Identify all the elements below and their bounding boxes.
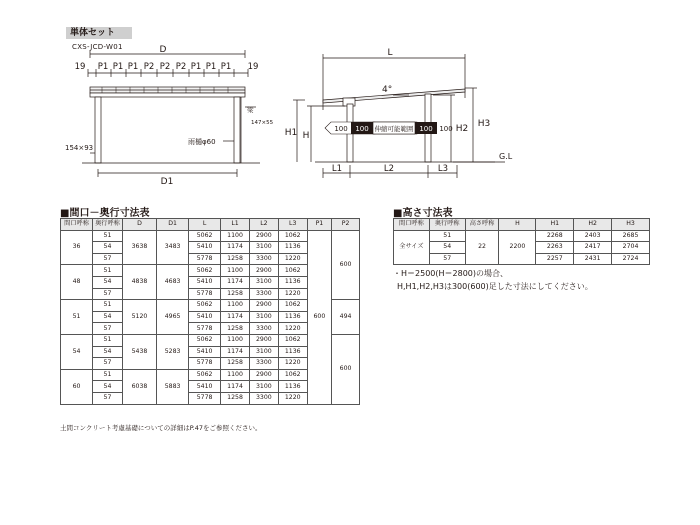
table-cell: 3638 <box>122 230 156 265</box>
table-row <box>61 230 360 242</box>
range-value: 100 <box>439 125 453 133</box>
table-cell: 51 <box>93 265 123 277</box>
table-cell: 1100 <box>221 265 250 277</box>
table2-title: ■高さ寸法表 <box>393 208 453 219</box>
table-cell: 54 <box>93 242 123 254</box>
table-cell: 3100 <box>249 242 278 254</box>
range-value: 100 <box>334 125 348 133</box>
table-cell: 5883 <box>157 369 189 404</box>
dim-d: D <box>159 45 167 55</box>
table-cell: 1174 <box>221 311 250 323</box>
table-cell: 1062 <box>278 334 307 346</box>
dim-l3: L3 <box>437 164 449 174</box>
table-cell: 1136 <box>278 346 307 358</box>
gutter-label: 雨樋φ60 <box>188 138 216 146</box>
table-cell: 1100 <box>221 300 250 312</box>
table-cell: 2200 <box>499 230 536 265</box>
table-cell: 5410 <box>189 276 221 288</box>
dim-h3: H3 <box>477 119 491 129</box>
table-cell: 3100 <box>249 346 278 358</box>
table-cell: 2900 <box>249 230 278 242</box>
table-cell: 5283 <box>157 334 189 369</box>
table-cell: 2900 <box>249 300 278 312</box>
table-cell: 60 <box>61 369 93 404</box>
beam-size: 147×55 <box>251 120 274 126</box>
table-cell: 54 <box>93 311 123 323</box>
table-cell: 1100 <box>221 230 250 242</box>
header-cell: L3 <box>278 219 307 231</box>
table-cell: 3300 <box>249 253 278 265</box>
table-cell: 1062 <box>278 265 307 277</box>
table-cell: 1136 <box>278 381 307 393</box>
table-cell: 57 <box>93 358 123 370</box>
front-diagram <box>60 45 280 185</box>
header-cell: 奥行呼称 <box>93 219 123 231</box>
range-value: 100 <box>419 125 433 133</box>
table-cell: 1220 <box>278 358 307 370</box>
table-cell: 1258 <box>221 253 250 265</box>
dim-l2: L2 <box>383 164 395 174</box>
table-cell: 1220 <box>278 392 307 404</box>
table-cell: 600 <box>332 230 360 300</box>
table-cell: 4838 <box>122 265 156 300</box>
table-cell: 2257 <box>536 253 574 265</box>
table-row <box>394 230 650 242</box>
table-header-row <box>394 219 650 231</box>
header-cell: P2 <box>332 219 360 231</box>
table-cell: 2900 <box>249 369 278 381</box>
table-cell: 5120 <box>122 300 156 335</box>
table-cell: 2417 <box>574 242 612 254</box>
table-cell: 57 <box>93 253 123 265</box>
table-cell: 1136 <box>278 242 307 254</box>
table-header-row <box>61 219 360 231</box>
table-cell: 1136 <box>278 311 307 323</box>
header-cell: 間口呼称 <box>61 219 93 231</box>
table-cell: 全サイズ <box>394 230 430 265</box>
table-cell: 3100 <box>249 311 278 323</box>
header-cell: 間口呼称 <box>394 219 430 231</box>
table-cell: 54 <box>61 334 93 369</box>
table-cell: 2431 <box>574 253 612 265</box>
table-cell: 1220 <box>278 323 307 335</box>
table-cell: 3300 <box>249 288 278 300</box>
dim-h2: H2 <box>455 124 469 134</box>
table-cell: 51 <box>93 369 123 381</box>
table-cell: 1258 <box>221 323 250 335</box>
table-cell: 4683 <box>157 265 189 300</box>
movable-range-label: 伸縮可能範囲 <box>374 125 414 133</box>
side-diagram <box>275 40 525 190</box>
table-cell: 2268 <box>536 230 574 242</box>
header-cell: D1 <box>157 219 189 231</box>
dim-d1: D1 <box>160 177 174 185</box>
model-code: CXS-JCD-W01 <box>72 43 123 51</box>
dim-h1: H1 <box>284 128 298 138</box>
table-cell: 5062 <box>189 300 221 312</box>
header-cell: H1 <box>536 219 574 231</box>
header-cell: H3 <box>612 219 650 231</box>
pitch-label: 19 <box>247 62 259 72</box>
table-cell: 5778 <box>189 288 221 300</box>
table-cell: 5778 <box>189 323 221 335</box>
table-cell: 3483 <box>157 230 189 265</box>
table-cell: 4965 <box>157 300 189 335</box>
table-cell: 5778 <box>189 358 221 370</box>
table-cell: 54 <box>429 242 465 254</box>
pitch-label: P1 <box>205 62 217 72</box>
table-cell: 1062 <box>278 230 307 242</box>
table-cell: 1220 <box>278 253 307 265</box>
table-cell: 2685 <box>612 230 650 242</box>
header-cell: L1 <box>221 219 250 231</box>
table-cell: 1258 <box>221 288 250 300</box>
table-cell: 57 <box>429 253 465 265</box>
set-label: 単体セット <box>66 27 132 39</box>
table-cell: 1174 <box>221 346 250 358</box>
ground-level: G.L <box>499 152 513 161</box>
header-cell: L2 <box>249 219 278 231</box>
table-cell: 57 <box>93 392 123 404</box>
table-cell: 2724 <box>612 253 650 265</box>
table-cell: 1136 <box>278 276 307 288</box>
dimension-table <box>60 218 360 405</box>
height-note-line2: H,H1,H2,H3は300(600)足した寸法にしてください。 <box>397 282 593 291</box>
range-value: 100 <box>355 125 369 133</box>
table-cell: 2403 <box>574 230 612 242</box>
dim-l: L <box>387 48 393 58</box>
header-cell: D <box>122 219 156 231</box>
pitch-label: P1 <box>112 62 124 72</box>
table-cell: 54 <box>93 276 123 288</box>
post-size: 154×93 <box>65 144 94 152</box>
table-cell: 5778 <box>189 253 221 265</box>
table-cell: 3100 <box>249 381 278 393</box>
table-cell: 600 <box>332 334 360 404</box>
table-cell: 1100 <box>221 369 250 381</box>
table-cell: 5410 <box>189 346 221 358</box>
table-cell: 51 <box>93 334 123 346</box>
table-cell: 5062 <box>189 334 221 346</box>
table-cell: 51 <box>93 300 123 312</box>
header-cell: L <box>189 219 221 231</box>
table-cell: 51 <box>429 230 465 242</box>
dim-h: H <box>302 131 310 141</box>
pitch-label: P1 <box>97 62 109 72</box>
table-cell: 5062 <box>189 230 221 242</box>
table-cell: 2900 <box>249 334 278 346</box>
table-cell: 3300 <box>249 323 278 335</box>
header-cell: 高さ呼称 <box>465 219 499 231</box>
table-cell: 5062 <box>189 369 221 381</box>
header-cell: H <box>499 219 536 231</box>
table1-title: ■間口－奥行寸法表 <box>60 208 150 219</box>
header-cell: 奥行呼称 <box>429 219 465 231</box>
table-cell: 1258 <box>221 358 250 370</box>
table-cell: 1258 <box>221 392 250 404</box>
pitch-label: 19 <box>74 62 86 72</box>
table-cell: 1174 <box>221 381 250 393</box>
table-cell: 5778 <box>189 392 221 404</box>
table-cell: 3300 <box>249 358 278 370</box>
beam-label: 梁 <box>247 106 254 114</box>
table-cell: 2263 <box>536 242 574 254</box>
header-cell: H2 <box>574 219 612 231</box>
table-cell: 1174 <box>221 242 250 254</box>
table-cell: 1062 <box>278 369 307 381</box>
roof-angle: 4° <box>382 85 393 95</box>
table-cell: 2704 <box>612 242 650 254</box>
table-cell: 600 <box>307 230 332 404</box>
pitch-label: P1 <box>190 62 202 72</box>
table-cell: 494 <box>332 300 360 335</box>
table-cell: 5410 <box>189 311 221 323</box>
table-cell: 54 <box>93 381 123 393</box>
pitch-label: P2 <box>159 62 171 72</box>
table-cell: 51 <box>61 300 93 335</box>
header-cell: P1 <box>307 219 332 231</box>
height-note-line1: ・H＝2500(H＝2800)の場合、 <box>393 269 508 278</box>
height-table <box>393 218 650 265</box>
table-cell: 3300 <box>249 392 278 404</box>
table-cell: 1062 <box>278 300 307 312</box>
table-cell: 51 <box>93 230 123 242</box>
table-cell: 48 <box>61 265 93 300</box>
table-cell: 5438 <box>122 334 156 369</box>
table-cell: 57 <box>93 288 123 300</box>
table-cell: 2900 <box>249 265 278 277</box>
footnote: 土間コンクリート考慮基礎についての詳細はP.47をご参照ください。 <box>60 424 262 432</box>
dim-l1: L1 <box>331 164 343 174</box>
pitch-label: P2 <box>175 62 187 72</box>
table-cell: 54 <box>93 346 123 358</box>
table-cell: 57 <box>93 323 123 335</box>
table-cell: 5062 <box>189 265 221 277</box>
table-cell: 22 <box>465 230 499 265</box>
table-cell: 6038 <box>122 369 156 404</box>
table-cell: 36 <box>61 230 93 265</box>
pitch-label: P1 <box>220 62 232 72</box>
table-cell: 3100 <box>249 276 278 288</box>
table-cell: 5410 <box>189 242 221 254</box>
pitch-label: P1 <box>127 62 139 72</box>
table-cell: 5410 <box>189 381 221 393</box>
table-cell: 1100 <box>221 334 250 346</box>
table-cell: 1174 <box>221 276 250 288</box>
pitch-label: P2 <box>143 62 155 72</box>
table-cell: 1220 <box>278 288 307 300</box>
